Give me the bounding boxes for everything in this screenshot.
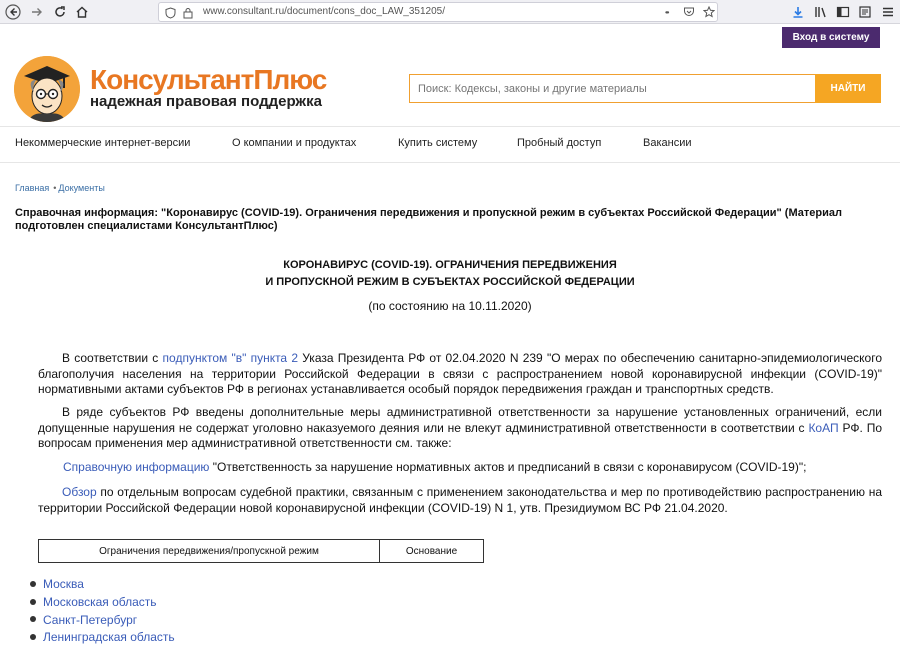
document-status-date: (по состоянию на 10.11.2020) <box>368 299 532 313</box>
app-menu-icon[interactable] <box>878 2 898 22</box>
region-item-moscow-oblast[interactable] <box>30 594 175 612</box>
reload-icon[interactable] <box>50 2 70 22</box>
paragraph-1-text-start: В соответствии с <box>62 351 163 365</box>
page-actions-menu[interactable]: ••• <box>665 8 668 17</box>
nav-divider-top <box>0 126 900 127</box>
paragraph-4 <box>38 485 882 516</box>
login-button[interactable]: Вход в систему <box>782 27 880 48</box>
nav-item-trial[interactable]: Пробный доступ <box>517 137 602 149</box>
nav-item-buy[interactable]: Купить систему <box>398 137 478 149</box>
breadcrumb-home[interactable]: Главная <box>15 183 50 193</box>
paragraph-1 <box>38 351 882 398</box>
page-title: Справочная информация: "Коронавирус (COVID-19). Ограничения передвижения и пропускной режим в субъектах Российской Федерации" (Материал подготовлен специалистами КонсультантПлюс) <box>15 207 842 232</box>
restrictions-table <box>38 539 484 563</box>
paragraph-2-text-end: РФ. По вопросам применения мер административной ответственности см. также: <box>38 420 882 450</box>
breadcrumb-documents[interactable]: Документы <box>58 183 105 193</box>
region-link[interactable]: Санкт-Петербург <box>43 612 138 627</box>
consultant-mascot-logo[interactable] <box>14 56 80 122</box>
koap-link[interactable]: КоАП <box>808 420 839 435</box>
list-bullet <box>30 634 36 640</box>
nav-item-noncommercial[interactable]: Некоммерческие интернет-версии <box>15 137 191 149</box>
document-heading-line2: И ПРОПУСКНОЙ РЕЖИМ В СУБЪЕКТАХ РОССИЙСКОЙ ФЕДЕРАЦИИ <box>265 276 635 288</box>
paragraph-2-text-start: В ряде субъектов РФ введены дополнительные меры административной ответственности за нарушение установленных ограничений, если допущенные нарушения не содержат уголовно наказуемого деяния или не влекут административной ответственности в соответствии с <box>38 405 882 435</box>
bookmark-star-icon[interactable] <box>703 6 715 21</box>
brand-tagline: надежная правовая поддержка <box>90 93 322 110</box>
review-link[interactable]: Обзор <box>62 485 97 499</box>
breadcrumb <box>15 183 105 193</box>
list-bullet <box>30 581 36 587</box>
home-icon[interactable] <box>72 2 92 22</box>
list-bullet <box>30 616 36 622</box>
region-item-spb[interactable] <box>30 612 175 630</box>
back-icon[interactable] <box>3 2 23 22</box>
region-item-leningrad-oblast[interactable] <box>30 629 175 647</box>
nav-item-about[interactable]: О компании и продуктах <box>232 137 357 149</box>
region-list <box>30 576 175 647</box>
pocket-icon[interactable] <box>683 6 695 21</box>
download-icon[interactable] <box>788 2 808 22</box>
reference-info-link[interactable]: Справочную информацию <box>63 460 210 474</box>
library-icon[interactable] <box>811 2 831 22</box>
lock-icon[interactable] <box>183 6 193 24</box>
table-header-row <box>39 540 484 563</box>
document-heading-line1: КОРОНАВИРУС (COVID-19). ОГРАНИЧЕНИЯ ПЕРЕДВИЖЕНИЯ <box>283 259 617 271</box>
sidebar-icon[interactable] <box>833 2 853 22</box>
region-item-moscow[interactable] <box>30 576 175 594</box>
forward-icon[interactable] <box>27 2 47 22</box>
breadcrumb-separator: • <box>53 183 57 193</box>
reader-view-icon[interactable] <box>855 2 875 22</box>
table-header-basis: Основание <box>380 540 484 563</box>
search-button[interactable]: НАЙТИ <box>815 74 881 103</box>
url-text: www.consultant.ru/document/cons_doc_LAW_351205/ <box>203 6 445 17</box>
browser-toolbar <box>0 0 900 24</box>
region-link[interactable]: Ленинградская область <box>43 630 175 645</box>
nav-divider-bottom <box>0 162 900 163</box>
region-link[interactable]: Московская область <box>43 594 157 609</box>
shield-icon[interactable] <box>165 6 176 24</box>
search-input[interactable] <box>410 75 815 102</box>
search-field[interactable] <box>409 74 816 103</box>
paragraph-3-text: "Ответственность за нарушение нормативных актов и предписаний в связи с коронавирусом (COVID-19)"; <box>209 460 807 474</box>
nav-item-vacancies[interactable]: Вакансии <box>643 137 692 149</box>
paragraph-2 <box>38 405 882 452</box>
region-link[interactable]: Москва <box>43 577 84 591</box>
decree-subpoint-link[interactable]: подпунктом "в" пункта 2 <box>162 351 298 365</box>
address-bar[interactable] <box>158 2 718 22</box>
paragraph-4-text: по отдельным вопросам судебной практики, связанным с применением законодательства и мер по противодействию распространению на территории Российской Федерации новой коронавирусной инфекции (COVID-19) N 1, утв. Президиумом ВС РФ 21.04.2020. <box>38 485 882 515</box>
brand-name[interactable]: КонсультантПлюс <box>90 64 327 95</box>
paragraph-3 <box>63 460 882 476</box>
table-header-restrictions: Ограничения передвижения/пропускной режим <box>39 540 380 563</box>
paragraph-1-text-end: Указа Президента РФ от 02.04.2020 N 239 "О мерах по обеспечению санитарно-эпидемиологического благополучия населения на территории Российской Федерации в связи с распространением новой коронавирусной инфекции (COVID-19)" нормативными актами субъектов РФ в регионах устанавливается особый порядок передвижения граждан и транспортных средств. <box>38 351 882 396</box>
list-bullet <box>30 599 36 605</box>
